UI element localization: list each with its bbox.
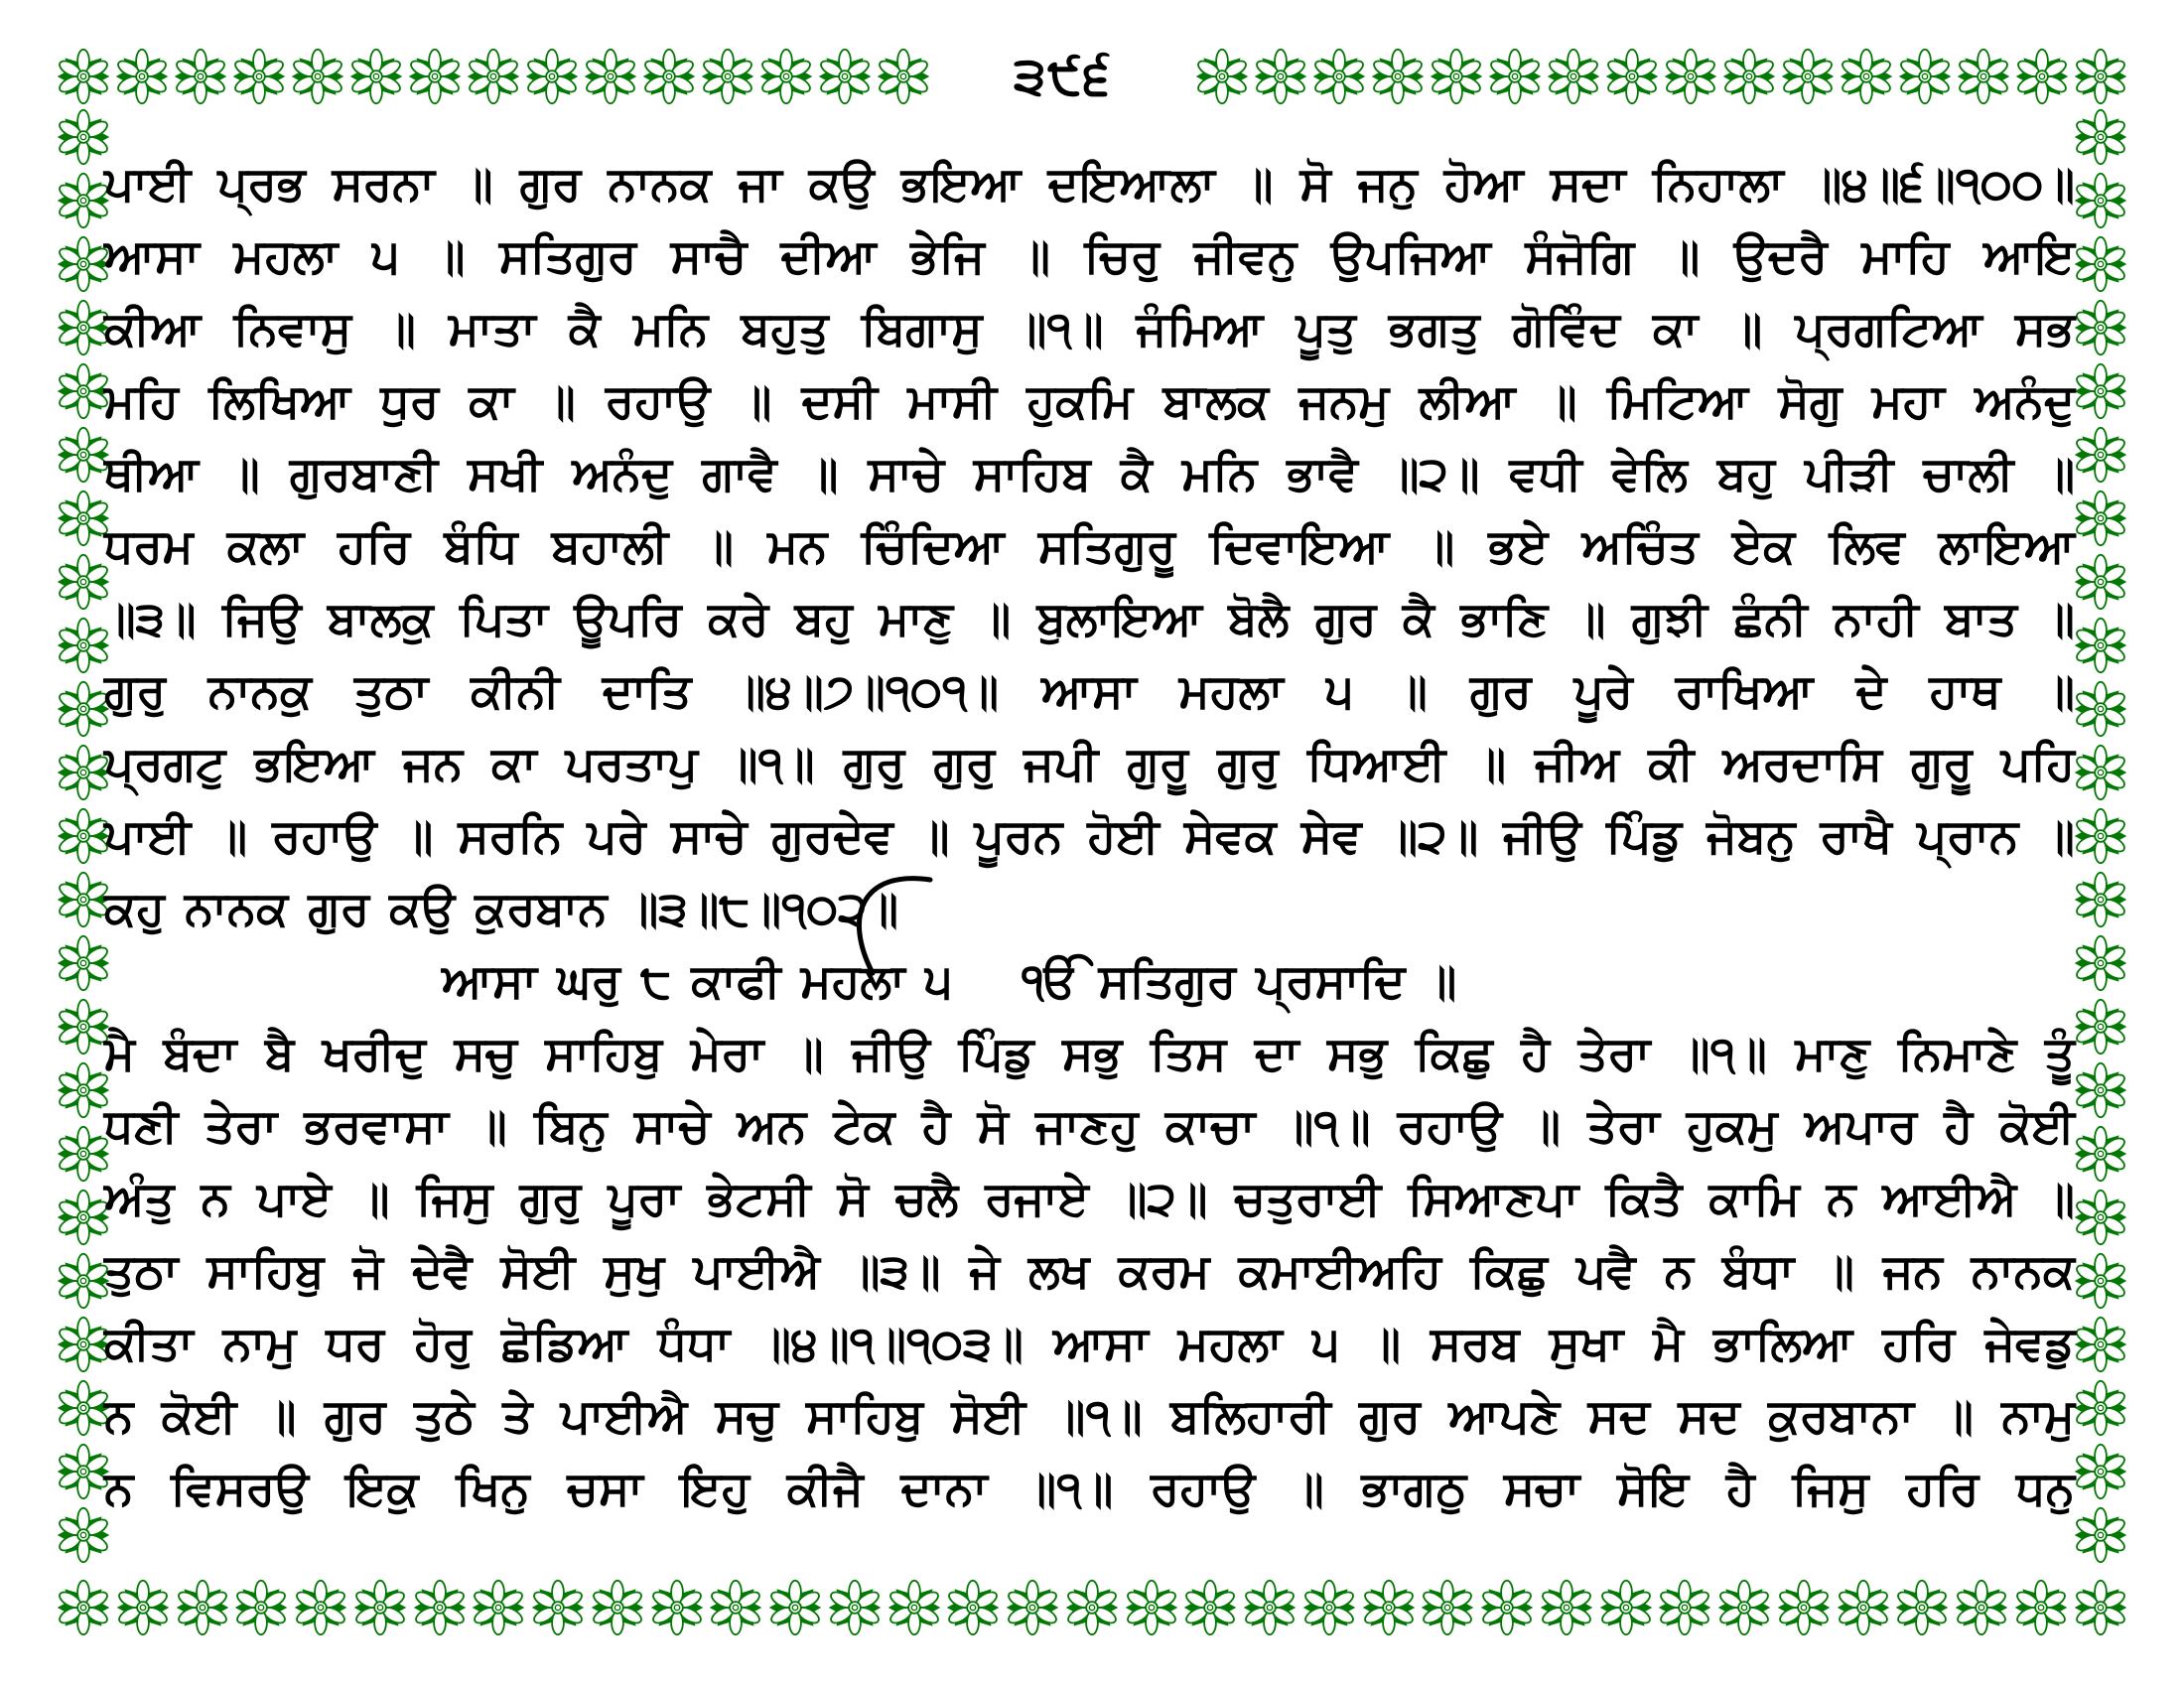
flower-icon bbox=[1123, 1578, 1180, 1637]
flower-icon bbox=[351, 1578, 409, 1637]
flower-icon bbox=[2072, 1251, 2129, 1311]
flower-icon bbox=[174, 1578, 231, 1637]
text-line: ਤੁਠਾ ਸਾਹਿਬੁ ਜੋ ਦੇਵੈ ਸੋਈ ਸੁਖੁ ਪਾਈਐ ॥੩॥ ਜੇ ਲਖ ਕਰਮ ਕਮਾਈਅਹਿ ਕਿਛੁ ਪਵੈ ਨ ਬੰਧਾ ॥ ਜਨ ਨਾਨਕ bbox=[104, 1244, 2075, 1297]
flower-icon bbox=[1538, 1578, 1595, 1637]
flower-icon bbox=[2072, 489, 2129, 548]
flower-icon bbox=[1893, 1578, 1951, 1637]
flower-icon bbox=[1779, 47, 1837, 106]
flower-icon bbox=[1838, 47, 1895, 106]
flower-icon bbox=[2072, 1315, 2129, 1374]
heading-line bbox=[104, 944, 2075, 1017]
flower-icon bbox=[757, 47, 815, 106]
flower-icon bbox=[2072, 870, 2129, 929]
flower-icon bbox=[1063, 1578, 1121, 1637]
flower-icon bbox=[1662, 47, 1719, 106]
text-line: ਨ ਕੋਈ ॥ ਗੁਰ ਤੁਠੇ ਤੇ ਪਾਈਐ ਸਚੁ ਸਾਹਿਬੁ ਸੋਈ ॥੧॥ ਬਲਿਹਾਰੀ ਗੁਰ ਆਪਣੇ ਸਦ ਸਦ ਕੁਰਬਾਨਾ ॥ ਨਾਮੁ bbox=[104, 1389, 2075, 1442]
flower-icon bbox=[1360, 1578, 1418, 1637]
flower-icon bbox=[826, 1578, 884, 1637]
flower-icon bbox=[589, 1578, 646, 1637]
flower-icon bbox=[1715, 1578, 1773, 1637]
flower-icon bbox=[2072, 679, 2129, 739]
flower-icon bbox=[55, 47, 112, 106]
flower-icon bbox=[470, 1578, 527, 1637]
flower-icon bbox=[2072, 1378, 2129, 1438]
flower-icon bbox=[2012, 1578, 2070, 1637]
flower-icon bbox=[1486, 47, 1544, 106]
flower-icon bbox=[1955, 47, 2012, 106]
flower-icon bbox=[230, 47, 288, 106]
flower-icon bbox=[406, 47, 464, 106]
flower-icon bbox=[1478, 1578, 1536, 1637]
flower-icon bbox=[2072, 1505, 2129, 1565]
flower-icon bbox=[1310, 47, 1368, 106]
flower-icon bbox=[1603, 47, 1661, 106]
scripture-text bbox=[104, 147, 2075, 1524]
flower-icon bbox=[347, 47, 405, 106]
flower-icon bbox=[886, 1578, 943, 1637]
text-line: ਕੀਆ ਨਿਵਾਸੁ ॥ ਮਾਤਾ ਕੈ ਮਨਿ ਬਹੁਤੁ ਬਿਗਾਸੁ ॥੧॥ ਜੰਮਿਆ ਪੂਤੁ ਭਗਤੁ ਗੋਵਿੰਦ ਕਾ ॥ ਪ੍ਰਗਟਿਆ ਸਭ bbox=[104, 302, 2075, 354]
flower-icon bbox=[465, 47, 522, 106]
flower-icon bbox=[2072, 1578, 2129, 1637]
flower-icon bbox=[2072, 616, 2129, 675]
flower-icon bbox=[640, 47, 698, 106]
flower-icon bbox=[707, 1578, 764, 1637]
flower-icon bbox=[875, 47, 932, 106]
flower-icon bbox=[411, 1578, 469, 1637]
flower-icon bbox=[2072, 234, 2129, 294]
mangalacharan-label: ੴ ਸਤਿਗੁਰ ਪ੍ਰਸਾਦਿ ॥ bbox=[1022, 954, 1457, 1007]
border-bottom bbox=[55, 1577, 2129, 1638]
flower-icon bbox=[1953, 1578, 2010, 1637]
flower-icon bbox=[529, 1578, 587, 1637]
flower-icon bbox=[2072, 1060, 2129, 1120]
flower-icon bbox=[1193, 47, 1251, 106]
flower-icon bbox=[2072, 425, 2129, 485]
text-line: ਅੰਤੁ ਨ ਪਾਏ ॥ ਜਿਸੁ ਗੁਰੁ ਪੂਰਾ ਭੇਟਸੀ ਸੋ ਚਲੈ ਰਜਾਏ ॥੨॥ ਚਤੁਰਾਈ ਸਿਆਣਪਾ ਕਿਤੈ ਕਾਮਿ ਨ ਆਈਐ ॥ bbox=[104, 1172, 2075, 1224]
flower-icon bbox=[2072, 107, 2129, 167]
flower-icon bbox=[1300, 1578, 1358, 1637]
flower-icon bbox=[2072, 997, 2129, 1056]
border-top bbox=[55, 46, 2129, 107]
flower-icon bbox=[232, 1578, 290, 1637]
flower-icon bbox=[1835, 1578, 1892, 1637]
text-line: ਆਸਾ ਮਹਲਾ ੫ ॥ ਸਤਿਗੁਰ ਸਾਚੈ ਦੀਆ ਭੇਜਿ ॥ ਚਿਰੁ ਜੀਵਨੁ ਉਪਜਿਆ ਸੰਜੋਗਿ ॥ ਉਦਰੈ ਮਾਹਿ ਆਇ bbox=[104, 229, 2075, 282]
text-line: ਕਹੁ ਨਾਨਕ ਗੁਰ ਕਉ ਕੁਰਬਾਨ ॥੩॥੮॥੧੦੨॥ bbox=[104, 882, 899, 934]
flower-icon bbox=[2072, 298, 2129, 357]
text-line: ਧਣੀ ਤੇਰਾ ਭਰਵਾਸਾ ॥ ਬਿਨੁ ਸਾਚੇ ਅਨ ਟੇਕ ਹੈ ਸੋ ਜਾਣਹੁ ਕਾਚਾ ॥੧॥ ਰਹਾਉ ॥ ਤੇਰਾ ਹੁਕਮੁ ਅਪਾਰ ਹੈ ਕੋਈ bbox=[104, 1099, 2075, 1152]
flower-icon bbox=[766, 1578, 824, 1637]
flower-icon bbox=[1419, 1578, 1476, 1637]
text-line: ਨ ਵਿਸਰਉ ਇਕੁ ਖਿਨੁ ਚਸਾ ਇਹੁ ਕੀਜੈ ਦਾਨਾ ॥੧॥ ਰਹਾਉ ॥ ਭਾਗਠੁ ਸਚਾ ਸੋਇ ਹੈ ਜਿਸੁ ਹਰਿ ਧਨੁ bbox=[104, 1462, 2075, 1514]
flower-icon bbox=[1428, 47, 1485, 106]
flower-icon bbox=[1545, 47, 1602, 106]
text-line: ਥੀਆ ॥ ਗੁਰਬਾਣੀ ਸਖੀ ਅਨੰਦੁ ਗਾਵੈ ॥ ਸਾਚੇ ਸਾਹਿਬ ਕੈ ਮਨਿ ਭਾਵੈ ॥੨॥ ਵਧੀ ਵੇਲਿ ਬਹੁ ਪੀੜੀ ਚਾਲੀ ॥ bbox=[104, 447, 2075, 499]
flower-icon bbox=[1004, 1578, 1061, 1637]
text-line: ਪਾਈ ॥ ਰਹਾਉ ॥ ਸਰਨਿ ਪਰੇ ਸਾਚੇ ਗੁਰਦੇਵ ॥ ਪੂਰਨ ਹੋਈ ਸੇਵਕ ਸੇਵ ॥੨॥ ਜੀਉ ਪਿੰਡੁ ਜੋਬਨੁ ਰਾਖੈ ਪ੍ਰਾਨ ॥ bbox=[104, 809, 2075, 862]
flower-icon bbox=[2013, 47, 2071, 106]
flower-icon bbox=[1896, 47, 1954, 106]
flower-icon bbox=[2072, 933, 2129, 993]
flower-icon bbox=[172, 47, 229, 106]
flower-icon bbox=[816, 47, 874, 106]
text-line: ਮੈ ਬੰਦਾ ਬੈ ਖਰੀਦੁ ਸਚੁ ਸਾਹਿਬੁ ਮੇਰਾ ॥ ਜੀਉ ਪਿੰਡੁ ਸਭੁ ਤਿਸ ਦਾ ਸਭੁ ਕਿਛੁ ਹੈ ਤੇਰਾ ॥੧॥ ਮਾਣੁ ਨਿਮਾਣੇ ਤੂੰ bbox=[104, 1027, 2075, 1079]
flower-icon bbox=[2072, 1442, 2129, 1501]
flower-icon bbox=[1181, 1578, 1239, 1637]
flower-icon bbox=[289, 47, 346, 106]
flower-icon bbox=[1241, 1578, 1298, 1637]
border-top-right-flowers bbox=[1193, 47, 2129, 106]
heading-raga-label: ਆਸਾ ਘਰੁ ੮ ਕਾਫੀ ਮਹਲਾ ੫ bbox=[442, 954, 953, 1007]
flower-icon bbox=[1656, 1578, 1713, 1637]
flower-icon bbox=[2072, 806, 2129, 866]
flower-icon bbox=[944, 1578, 1002, 1637]
flower-icon bbox=[55, 1578, 112, 1637]
flower-icon bbox=[648, 1578, 706, 1637]
flower-icon bbox=[2072, 1188, 2129, 1247]
flower-icon bbox=[2072, 361, 2129, 421]
text-line: ਕੀਤਾ ਨਾਮੁ ਧਰ ਹੋਰੁ ਛੋਡਿਆ ਧੰਧਾ ॥੪॥੧॥੧੦੩॥ ਆਸਾ ਮਹਲਾ ੫ ॥ ਸਰਬ ਸੁਖਾ ਮੈ ਭਾਲਿਆ ਹਰਿ ਜੇਵਡੁ bbox=[104, 1317, 2075, 1369]
text-line: ਪਾਈ ਪ੍ਰਭ ਸਰਨਾ ॥ ਗੁਰ ਨਾਨਕ ਜਾ ਕਉ ਭਇਆ ਦਇਆਲਾ ॥ ਸੋ ਜਨੁ ਹੋਆ ਸਦਾ ਨਿਹਾਲਾ ॥੪॥੬॥੧੦੦॥ bbox=[104, 157, 2075, 210]
flower-icon bbox=[2072, 47, 2129, 106]
flower-icon bbox=[1252, 47, 1309, 106]
flower-icon bbox=[1369, 47, 1427, 106]
border-top-left-flowers bbox=[55, 47, 932, 106]
border-right bbox=[2072, 107, 2129, 1565]
text-line: ਮਹਿ ਲਿਖਿਆ ਧੁਰ ਕਾ ॥ ਰਹਾਉ ॥ ਦਸੀ ਮਾਸੀ ਹੁਕਮਿ ਬਾਲਕ ਜਨਮੁ ਲੀਆ ॥ ਮਿਟਿਆ ਸੋਗੁ ਮਹਾ ਅਨੰਦੁ bbox=[104, 374, 2075, 427]
flower-icon bbox=[2072, 1124, 2129, 1184]
flower-icon bbox=[523, 47, 581, 106]
text-line: ਪ੍ਰਗਟੁ ਭਇਆ ਜਨ ਕਾ ਪਰਤਾਪੁ ॥੧॥ ਗੁਰੁ ਗੁਰੁ ਜਪੀ ਗੁਰੂ ਗੁਰੁ ਧਿਆਈ ॥ ਜੀਅ ਕੀ ਅਰਦਾਸਿ ਗੁਰੂ ਪਹਿ bbox=[104, 737, 2075, 789]
flower-icon bbox=[114, 1578, 172, 1637]
flower-icon bbox=[1597, 1578, 1655, 1637]
flower-icon bbox=[113, 47, 171, 106]
text-line: ਧਰਮ ਕਲਾ ਹਰਿ ਬੰਧਿ ਬਹਾਲੀ ॥ ਮਨ ਚਿੰਦਿਆ ਸਤਿਗੁਰੂ ਦਿਵਾਇਆ ॥ ਭਏ ਅਚਿੰਤ ਏਕ ਲਿਵ ਲਾਇਆ bbox=[104, 519, 2075, 572]
flower-icon bbox=[582, 47, 639, 106]
flower-icon bbox=[699, 47, 756, 106]
flower-icon bbox=[1775, 1578, 1833, 1637]
text-line: ਗੁਰੁ ਨਾਨਕੁ ਤੁਠਾ ਕੀਨੀ ਦਾਤਿ ॥੪॥੭॥੧੦੧॥ ਆਸਾ ਮਹਲਾ ੫ ॥ ਗੁਰ ਪੂਰੇ ਰਾਖਿਆ ਦੇ ਹਾਥ ॥ bbox=[104, 664, 2075, 717]
text-line: ॥੩॥ ਜਿਉ ਬਾਲਕੁ ਪਿਤਾ ਊਪਰਿ ਕਰੇ ਬਹੁ ਮਾਣੁ ॥ ਬੁਲਾਇਆ ਬੋਲੈ ਗੁਰ ਕੈ ਭਾਣਿ ॥ ਗੁਝੀ ਛੰਨੀ ਨਾਹੀ ਬਾਤ ॥ bbox=[104, 592, 2075, 644]
flower-icon bbox=[2072, 552, 2129, 612]
flower-icon bbox=[2072, 171, 2129, 230]
flower-icon bbox=[292, 1578, 349, 1637]
page-number: ੩੯੬ bbox=[1014, 48, 1112, 105]
flower-icon bbox=[1720, 47, 1778, 106]
flower-icon bbox=[2072, 743, 2129, 802]
